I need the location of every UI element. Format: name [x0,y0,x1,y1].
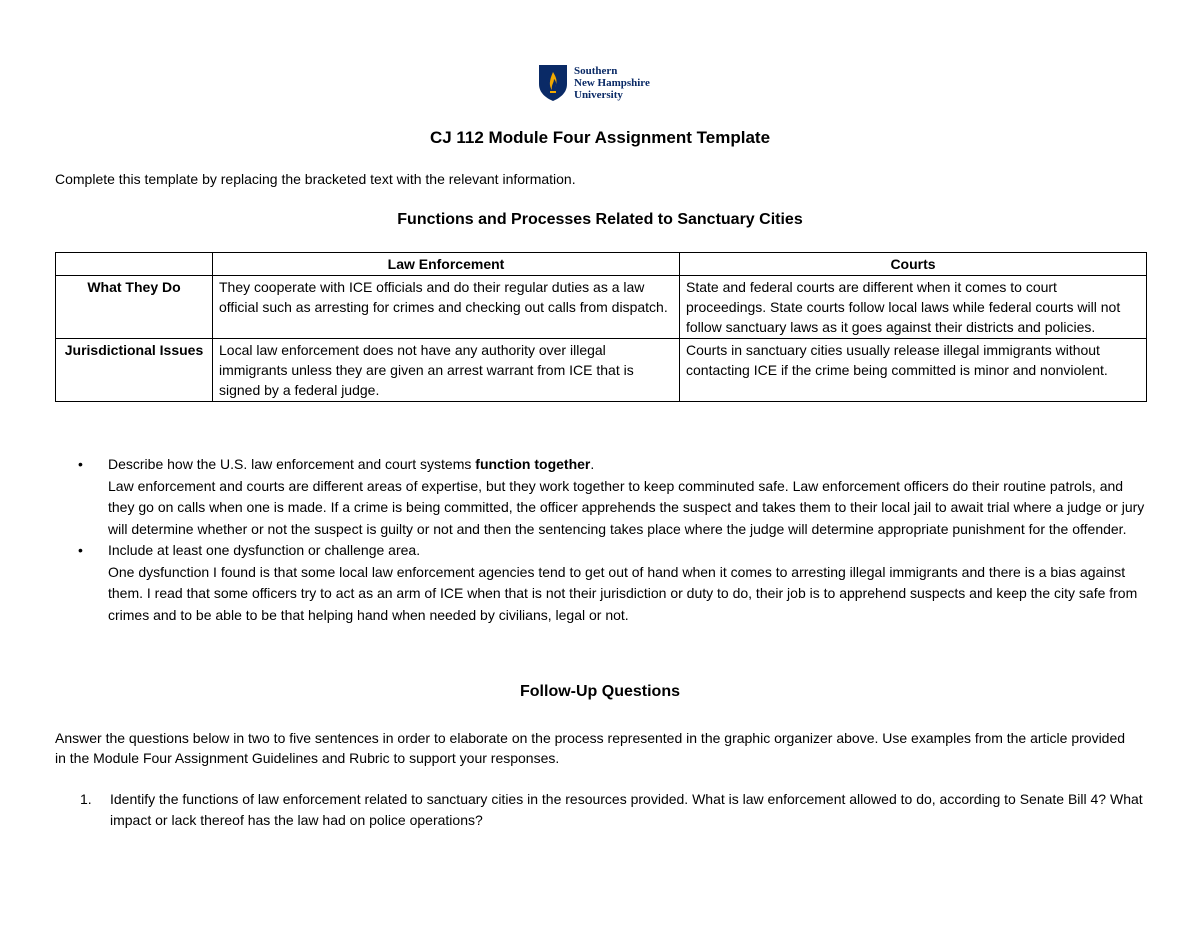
logo-wordmark [574,65,650,101]
cell-law-jurisdictional-issues: Local law enforcement does not have any authority over illegal immigrants unless they are given an arrest warrant from ICE that is signed by a federal judge. [213,339,680,402]
row-label-jurisdictional-issues: Jurisdictional Issues [56,339,213,402]
table-row [56,339,1147,402]
row-label-what-they-do: What They Do [56,276,213,339]
snhu-logo [538,63,650,103]
table-header-empty [56,253,213,276]
table-header-law-enforcement: Law Enforcement [213,253,680,276]
bullet-icon: • [78,456,83,472]
question-item [80,789,1170,831]
bullet-answer: One dysfunction I found is that some local law enforcement agencies tend to get out of hand when it comes to arresting illegal immigrants and there is a bias against them. I read that some officers try to act as an arm of ICE when that is not their jurisdiction or duty to do, their job is to apprehend suspects and keep the city safe from crimes and to be able to be that helping hand when needed by civilians, legal or not. [108,563,1138,623]
bullet-prompt: Include at least one dysfunction or challenge area. [108,542,421,558]
question-number: 1. [80,791,92,807]
bullet-prompt: Describe how the U.S. law enforcement and court systems function together. [108,456,595,472]
cell-courts-jurisdictional-issues: Courts in sanctuary cities usually release illegal immigrants without contacting ICE if the crime being committed is minor and nonviolent. [680,339,1147,402]
cell-law-what-they-do: They cooperate with ICE officials and do their regular duties as a law official such as arresting for crimes and checking out calls from dispatch. [213,276,680,339]
intro-text: Complete this template by replacing the bracketed text with the relevant information. [55,171,576,187]
followup-heading: Follow-Up Questions [520,683,680,700]
bullet-icon: • [78,542,83,558]
table-header-row [56,253,1147,276]
table-header-courts: Courts [680,253,1147,276]
organizer-table [55,252,1147,402]
shield-flame-icon [538,64,568,102]
cell-courts-what-they-do: State and federal courts are different when it comes to court proceedings. State courts follow local laws while federal courts will not follow sanctuary laws as it goes against their districts and policies. [680,276,1147,339]
logo-line-1: Southern [574,65,618,77]
bullet-answer: Law enforcement and courts are different areas of expertise, but they work together to keep comminuted safe. Law enforcement officers do their routine patrols, and they go on calls when one is made. If a crime is being committed, the officer apprehends the suspect and takes them to their local jail to await trial where a judge or jury will determine whether or not the suspect is guilty or not and then the sentencing takes place where the judge will determine appropriate punishment for the offender. [108,477,1145,537]
followup-intro: Answer the questions below in two to five sentences in order to elaborate on the process represented in the graphic organizer above. Use examples from the article provided in the Module Four Assignment Guidelines and Rubric to support your responses. [55,730,1126,766]
logo-line-2: New Hampshire [574,77,650,89]
logo-line-3: University [574,89,623,101]
page-title: CJ 112 Module Four Assignment Template [429,128,771,147]
section-subtitle: Functions and Processes Related to Sanctuary Cities [397,211,803,228]
list-item [78,540,1148,626]
table-row [56,276,1147,339]
bullet-list [78,454,1148,626]
list-item [78,454,1148,540]
question-text: Identify the functions of law enforcement related to sanctuary cities in the resources provided. What is law enforcement allowed to do, according to Senate Bill 4? What impact or lack thereof has the law had on police operations? [110,791,1143,828]
